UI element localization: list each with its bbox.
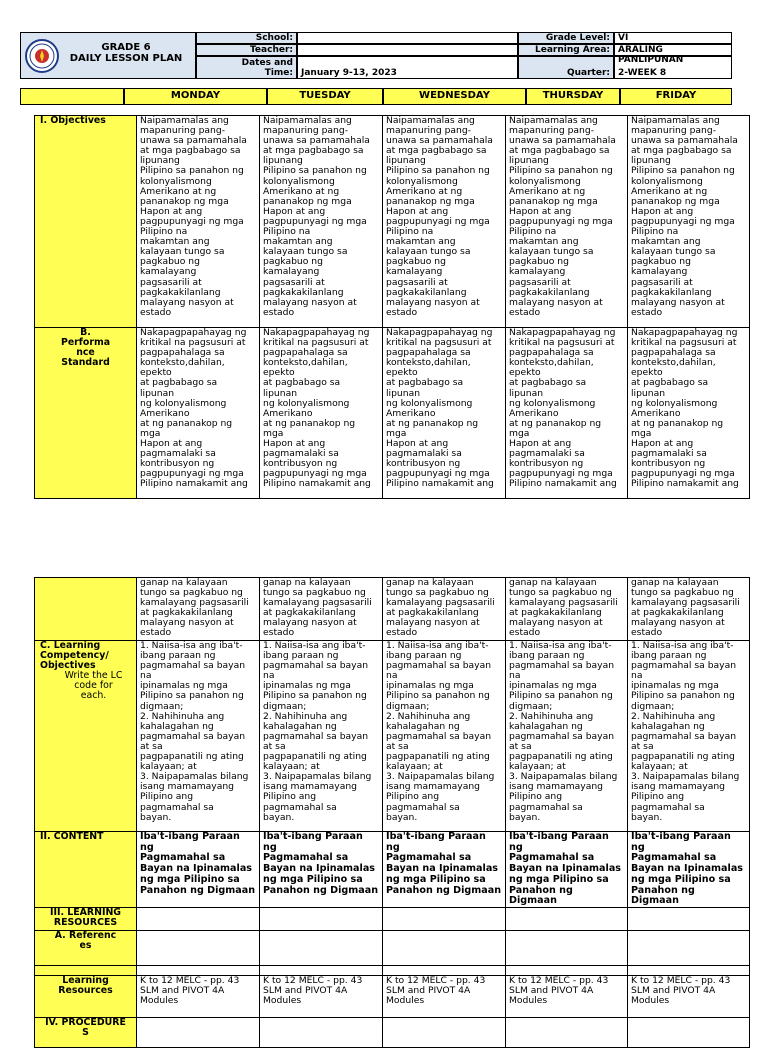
performance-cont-row bbox=[35, 578, 750, 641]
header-block bbox=[20, 32, 732, 79]
lc-note: Write the LC code for each. bbox=[64, 670, 123, 702]
content-label: II. CONTENT bbox=[35, 832, 137, 908]
content-row bbox=[35, 832, 750, 908]
grade-level-value: VI bbox=[614, 32, 732, 44]
competency-label: C. Learning Competency/ Objectives bbox=[40, 640, 109, 672]
proc-wednesday bbox=[383, 1017, 506, 1047]
performance-cont-friday: ganap na kalayaan tungo sa pagkabuo ng kamalayang pagsasarili at pagkakakilanlang malayang nasyon at estado bbox=[628, 578, 750, 641]
ref-friday bbox=[628, 930, 750, 965]
day-monday: MONDAY bbox=[124, 88, 267, 105]
objectives-wednesday: Naipamamalas ang mapanuring pang- unawa sa pamamahala at mga pagbabago sa lipunang Pilipino sa panahon ng kolonyalismong Amerikano at ng pananakop ng mga Hapon at ang pagpupunyagi ng mga Pilipino na makamtan ang kalayaan tungo sa pagkabuo ng kamalayang pagsasarili at pagkakakilanlang malayang nasyon at estado bbox=[383, 116, 506, 328]
teacher-label-cell bbox=[196, 44, 297, 56]
spacer-wednesday bbox=[383, 965, 506, 975]
school-value bbox=[297, 32, 518, 44]
content-wednesday: Iba't-ibang Paraan ng Pagmamahal sa Bayan na Ipinamalas ng mga Pilipino sa Panahon ng Digmaan bbox=[383, 832, 506, 908]
content-tuesday: Iba't-ibang Paraan ng Pagmamahal sa Bayan na Ipinamalas ng mga Pilipino sa Panahon ng Digmaan bbox=[260, 832, 383, 908]
resources-wednesday: K to 12 MELC - pp. 43 SLM and PIVOT 4A Modules bbox=[383, 975, 506, 1017]
resources-friday: K to 12 MELC - pp. 43 SLM and PIVOT 4A Modules bbox=[628, 975, 750, 1017]
content-friday: Iba't-ibang Paraan ng Pagmamahal sa Bayan na Ipinamalas ng mga Pilipino sa Panahon ng Digmaan bbox=[628, 832, 750, 908]
spacer-label bbox=[35, 965, 137, 975]
performance-cont-thursday: ganap na kalayaan tungo sa pagkabuo ng kamalayang pagsasarili at pagkakakilanlang malayang nasyon at estado bbox=[506, 578, 628, 641]
spacer-friday bbox=[628, 965, 750, 975]
performance-thursday: Nakapagpapahayag ng kritikal na pagsusuri at pagpapahalaga sa konteksto,dahilan, epekto at pagbabago sa lipunan ng kolonyalismong Amerikano at ng pananakop ng mga Hapon at ang pagmamalaki sa kontribusyon ng pagpupunyagi ng mga Pilipino namakamit ang bbox=[506, 328, 628, 499]
procedures-label: IV. PROCEDURE S bbox=[35, 1017, 137, 1047]
performance-cont-label bbox=[35, 578, 137, 641]
learning-area-label: Learning Area: bbox=[534, 45, 610, 55]
competency-monday: 1. Naiisa-isa ang iba't- ibang paraan ng pagmamahal sa bayan na ipinamalas ng mga Pilipino sa panahon ng digmaan; 2. Nahihinuha ang kahalagahan ng pagmamahal sa bayan at sa pagpapanatili ng ating kalayaan; at 3. Naipapamalas bilang isang mamamayang Pilipino ang pagmamahal sa bayan. bbox=[137, 641, 260, 832]
quarter-value: 2-WEEK 8 bbox=[618, 68, 667, 78]
learning-resources-header-row bbox=[35, 907, 750, 930]
content-thursday: Iba't-ibang Paraan ng Pagmamahal sa Bayan na Ipinamalas ng mga Pilipino sa Panahon ng Digmaan bbox=[506, 832, 628, 908]
school-label-cell bbox=[196, 32, 297, 44]
lr-friday bbox=[628, 907, 750, 930]
performance-monday: Nakapagpapahayag ng kritikal na pagsusuri at pagpapahalaga sa konteksto,dahilan, epekto at pagbabago sa lipunan ng kolonyalismong Amerikano at ng pananakop ng mga Hapon at ang pagmamalaki sa kontribusyon ng pagpupunyagi ng mga Pilipino namakamit ang bbox=[137, 328, 260, 499]
lr-tuesday bbox=[260, 907, 383, 930]
references-row bbox=[35, 930, 750, 965]
references-label: A. Referenc es bbox=[35, 930, 137, 965]
lr-monday bbox=[137, 907, 260, 930]
proc-thursday bbox=[506, 1017, 628, 1047]
dates-value: January 9-13, 2023 bbox=[301, 68, 397, 78]
day-wednesday: WEDNESDAY bbox=[383, 88, 526, 105]
procedures-row bbox=[35, 1017, 750, 1047]
performance-friday: Nakapagpapahayag ng kritikal na pagsusuri at pagpapahalaga sa konteksto,dahilan, epekto at pagbabago sa lipunan ng kolonyalismong Amerikano at ng pananakop ng mga Hapon at ang pagmamalaki sa kontribusyon ng pagpupunyagi ng mga Pilipino namakamit ang bbox=[628, 328, 750, 499]
proc-monday bbox=[137, 1017, 260, 1047]
title-line-2: DAILY LESSON PLAN bbox=[69, 53, 183, 64]
teacher-value bbox=[297, 44, 518, 56]
learning-resources-row-label: Learning Resources bbox=[35, 975, 137, 1017]
school-label: School: bbox=[255, 33, 293, 43]
proc-tuesday bbox=[260, 1017, 383, 1047]
performance-wednesday: Nakapagpapahayag ng kritikal na pagsusuri at pagpapahalaga sa konteksto,dahilan, epekto at pagbabago sa lipunan ng kolonyalismong Amerikano at ng pananakop ng mga Hapon at ang pagmamalaki sa kontribusyon ng pagpupunyagi ng mga Pilipino namakamit ang bbox=[383, 328, 506, 499]
lr-thursday bbox=[506, 907, 628, 930]
learning-area-label-cell bbox=[518, 44, 614, 56]
spacer-thursday bbox=[506, 965, 628, 975]
competency-thursday: 1. Naiisa-isa ang iba't- ibang paraan ng pagmamahal sa bayan na ipinamalas ng mga Pilipino sa panahon ng digmaan; 2. Nahihinuha ang kahalagahan ng pagmamahal sa bayan at sa pagpapanatili ng ating kalayaan; at 3. Naipapamalas bilang isang mamamayang Pilipino ang pagmamahal sa bayan. bbox=[506, 641, 628, 832]
quarter-label-cell bbox=[518, 56, 614, 79]
learning-resources-row bbox=[35, 975, 750, 1017]
title-line-1: GRADE 6 bbox=[101, 42, 151, 53]
learning-area-value: ARALING PANLIPUNAN bbox=[614, 44, 732, 56]
dates-label-2: Time: bbox=[264, 68, 293, 78]
competency-label-cell bbox=[35, 641, 137, 832]
days-bar-blank bbox=[20, 88, 124, 105]
title-cell bbox=[20, 32, 196, 79]
spacer-tuesday bbox=[260, 965, 383, 975]
spacer-row bbox=[35, 965, 750, 975]
performance-cont-wednesday: ganap na kalayaan tungo sa pagkabuo ng kamalayang pagsasarili at pagkakakilanlang malayang nasyon at estado bbox=[383, 578, 506, 641]
proc-friday bbox=[628, 1017, 750, 1047]
day-friday: FRIDAY bbox=[620, 88, 732, 105]
learning-resources-label: III. LEARNING RESOURCES bbox=[35, 907, 137, 930]
day-thursday: THURSDAY bbox=[526, 88, 620, 105]
competency-row bbox=[35, 641, 750, 832]
lesson-table-page-2 bbox=[34, 577, 750, 1048]
competency-wednesday: 1. Naiisa-isa ang iba't- ibang paraan ng pagmamahal sa bayan na ipinamalas ng mga Pilipino sa panahon ng digmaan; 2. Nahihinuha ang kahalagahan ng pagmamahal sa bayan at sa pagpapanatili ng ating kalayaan; at 3. Naipapamalas bilang isang mamamayang Pilipino ang pagmamahal sa bayan. bbox=[383, 641, 506, 832]
ref-wednesday bbox=[383, 930, 506, 965]
resources-tuesday: K to 12 MELC - pp. 43 SLM and PIVOT 4A Modules bbox=[260, 975, 383, 1017]
dates-value-cell bbox=[297, 56, 518, 79]
day-tuesday: TUESDAY bbox=[267, 88, 383, 105]
teacher-label: Teacher: bbox=[249, 45, 293, 55]
ref-thursday bbox=[506, 930, 628, 965]
content-monday: Iba't-ibang Paraan ng Pagmamahal sa Bayan na Ipinamalas ng mga Pilipino sa Panahon ng Digmaan bbox=[137, 832, 260, 908]
performance-cont-tuesday: ganap na kalayaan tungo sa pagkabuo ng kamalayang pagsasarili at pagkakakilanlang malayang nasyon at estado bbox=[260, 578, 383, 641]
days-bar bbox=[20, 88, 732, 105]
objectives-thursday: Naipamamalas ang mapanuring pang- unawa sa pamamahala at mga pagbabago sa lipunang Pilipino sa panahon ng kolonyalismong Amerikano at ng pananakop ng mga Hapon at ang pagpupunyagi ng mga Pilipino na makamtan ang kalayaan tungo sa pagkabuo ng kamalayang pagsasarili at pagkakakilanlang malayang nasyon at estado bbox=[506, 116, 628, 328]
lesson-table-page-1 bbox=[34, 115, 750, 499]
performance-label: B. Performa nce Standard bbox=[35, 328, 137, 499]
performance-tuesday: Nakapagpapahayag ng kritikal na pagsusuri at pagpapahalaga sa konteksto,dahilan, epekto at pagbabago sa lipunan ng kolonyalismong Amerikano at ng pananakop ng mga Hapon at ang pagmamalaki sa kontribusyon ng pagpupunyagi ng mga Pilipino namakamit ang bbox=[260, 328, 383, 499]
objectives-monday: Naipamamalas ang mapanuring pang- unawa sa pamamahala at mga pagbabago sa lipunang Pilipino sa panahon ng kolonyalismong Amerikano at ng pananakop ng mga Hapon at ang pagpupunyagi ng mga Pilipino na makamtan ang kalayaan tungo sa pagkabuo ng kamalayang pagsasarili at pagkakakilanlang malayang nasyon at estado bbox=[137, 116, 260, 328]
competency-tuesday: 1. Naiisa-isa ang iba't- ibang paraan ng pagmamahal sa bayan na ipinamalas ng mga Pilipino sa panahon ng digmaan; 2. Nahihinuha ang kahalagahan ng pagmamahal sa bayan at sa pagpapanatili ng ating kalayaan; at 3. Naipapamalas bilang isang mamamayang Pilipino ang pagmamahal sa bayan. bbox=[260, 641, 383, 832]
grade-level-label-cell bbox=[518, 32, 614, 44]
grade-level-label: Grade Level: bbox=[545, 33, 610, 43]
lr-wednesday bbox=[383, 907, 506, 930]
dates-label-cell bbox=[196, 56, 297, 79]
quarter-label: Quarter: bbox=[566, 68, 610, 78]
competency-friday: 1. Naiisa-isa ang iba't- ibang paraan ng pagmamahal sa bayan na ipinamalas ng mga Pilipino sa panahon ng digmaan; 2. Nahihinuha ang kahalagahan ng pagmamahal sa bayan at sa pagpapanatili ng ating kalayaan; at 3. Naipapamalas bilang isang mamamayang Pilipino ang pagmamahal sa bayan. bbox=[628, 641, 750, 832]
objectives-row bbox=[35, 116, 750, 328]
resources-thursday: K to 12 MELC - pp. 43 SLM and PIVOT 4A Modules bbox=[506, 975, 628, 1017]
ref-monday bbox=[137, 930, 260, 965]
objectives-tuesday: Naipamamalas ang mapanuring pang- unawa sa pamamahala at mga pagbabago sa lipunang Pilipino sa panahon ng kolonyalismong Amerikano at ng pananakop ng mga Hapon at ang pagpupunyagi ng mga Pilipino na makamtan ang kalayaan tungo sa pagkabuo ng kamalayang pagsasarili at pagkakakilanlang malayang nasyon at estado bbox=[260, 116, 383, 328]
resources-monday: K to 12 MELC - pp. 43 SLM and PIVOT 4A Modules bbox=[137, 975, 260, 1017]
deped-seal-icon bbox=[25, 39, 59, 73]
objectives-friday: Naipamamalas ang mapanuring pang- unawa sa pamamahala at mga pagbabago sa lipunang Pilipino sa panahon ng kolonyalismong Amerikano at ng pananakop ng mga Hapon at ang pagpupunyagi ng mga Pilipino na makamtan ang kalayaan tungo sa pagkabuo ng kamalayang pagsasarili at pagkakakilanlang malayang nasyon at estado bbox=[628, 116, 750, 328]
objectives-label: I. Objectives bbox=[35, 116, 137, 328]
quarter-value-cell bbox=[614, 56, 732, 79]
ref-tuesday bbox=[260, 930, 383, 965]
performance-cont-monday: ganap na kalayaan tungo sa pagkabuo ng kamalayang pagsasarili at pagkakakilanlang malayang nasyon at estado bbox=[137, 578, 260, 641]
performance-row bbox=[35, 328, 750, 499]
dates-label-1: Dates and bbox=[241, 58, 293, 68]
spacer-monday bbox=[137, 965, 260, 975]
